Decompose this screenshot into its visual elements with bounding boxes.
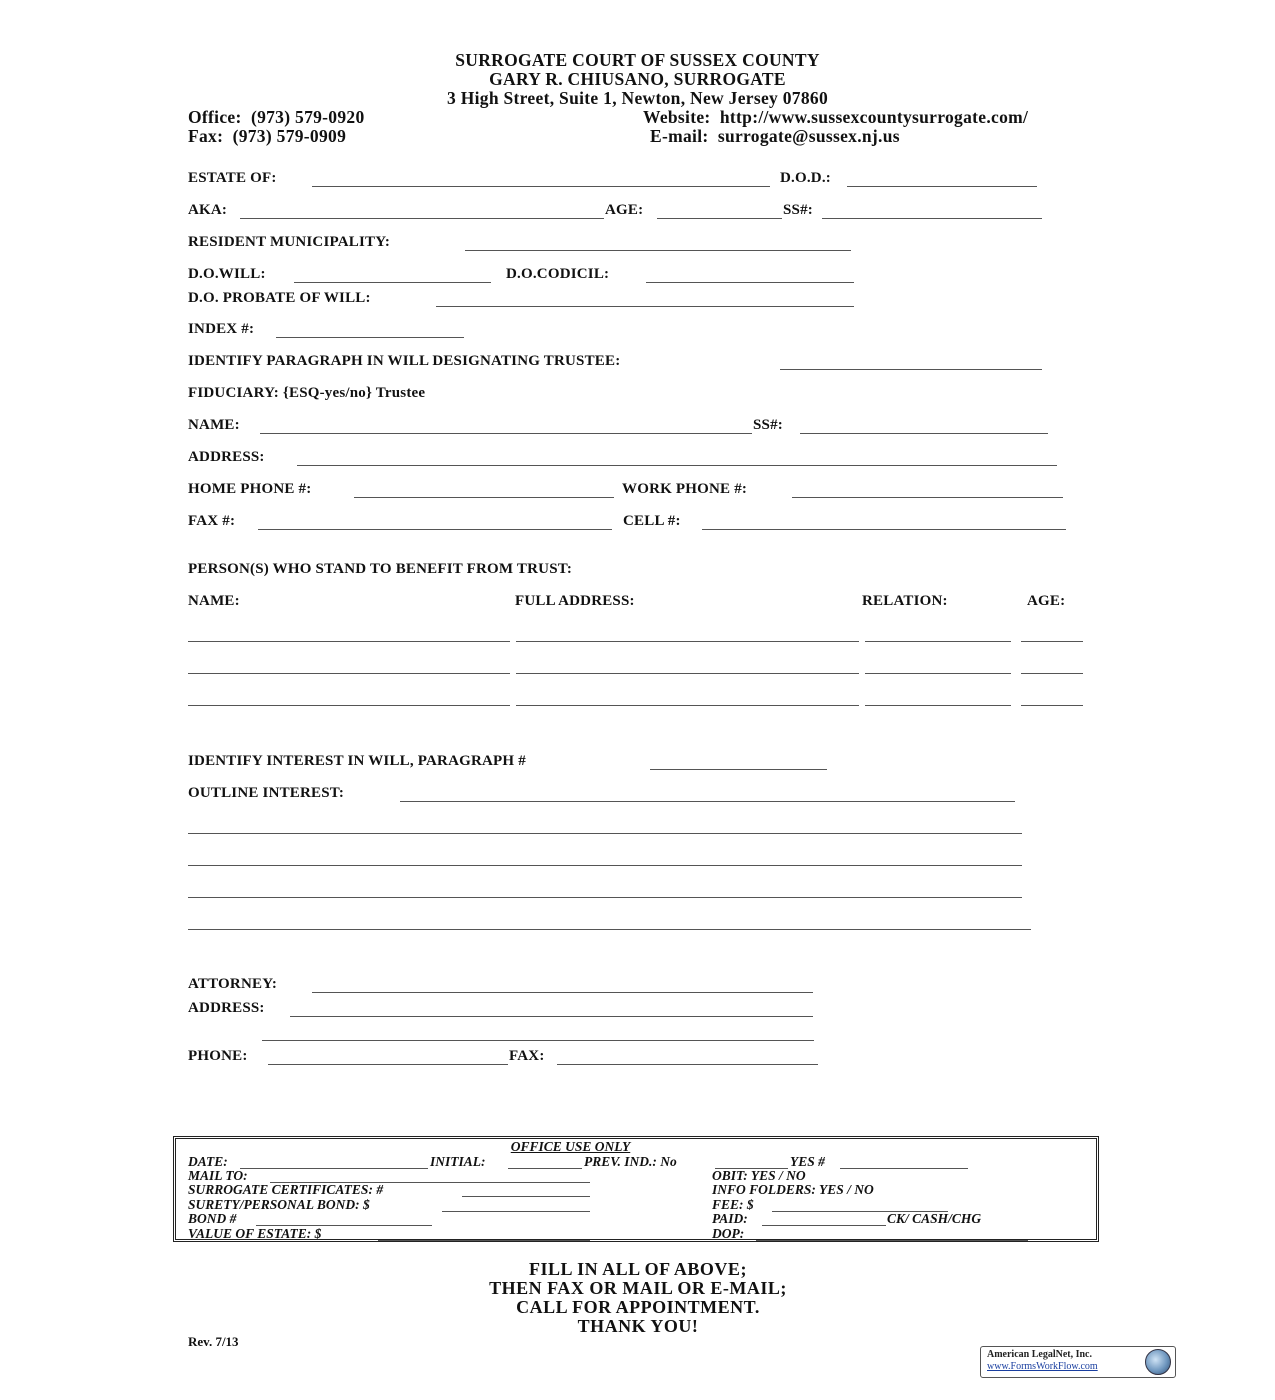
footer-line-3: CALL FOR APPOINTMENT. [516, 1297, 760, 1317]
outline-interest-line[interactable] [188, 833, 1022, 834]
attorney-phone-label: PHONE: [188, 1048, 248, 1064]
beneficiary-relation-field[interactable] [865, 705, 1011, 706]
do-will-field[interactable] [294, 282, 491, 283]
office-initial-label: INITIAL: [430, 1154, 486, 1169]
ss-field[interactable] [822, 218, 1042, 219]
estate-of-field[interactable] [312, 186, 770, 187]
office-initial-field[interactable] [508, 1168, 582, 1169]
office-obit: OBIT: YES / NO [712, 1168, 806, 1183]
do-will-label: D.O.WILL: [188, 266, 266, 282]
identify-paragraph-field[interactable] [780, 369, 1042, 370]
beneficiary-relation-field[interactable] [865, 641, 1011, 642]
globe-icon [1145, 1349, 1171, 1375]
website-link[interactable]: http://www.sussexcountysurrogate.com/ [719, 107, 1029, 127]
attorney-label: ATTORNEY: [188, 976, 278, 992]
beneficiary-name-field[interactable] [188, 673, 510, 674]
beneficiary-address-field[interactable] [516, 673, 859, 674]
attorney-address-label: ADDRESS: [188, 1000, 265, 1016]
outline-interest-line[interactable] [188, 897, 1022, 898]
email-line [650, 126, 900, 147]
do-probate-label: D.O. PROBATE OF WILL: [188, 290, 371, 306]
office-mail-to-label: MAIL TO: [188, 1168, 248, 1183]
attorney-fax-field[interactable] [557, 1064, 818, 1065]
work-phone-label: WORK PHONE #: [622, 481, 748, 497]
ss-label: SS#: [783, 202, 813, 218]
attorney-address-line-2[interactable] [262, 1040, 814, 1041]
col-relation: RELATION: [862, 593, 948, 609]
logo-company: American LegalNet, Inc. [987, 1349, 1092, 1360]
beneficiary-address-field[interactable] [516, 641, 859, 642]
footer-line-1: FILL IN ALL OF ABOVE; [529, 1259, 747, 1279]
surrogate-name: GARY R. CHIUSANO, SURROGATE [489, 69, 786, 89]
office-date-label: DATE: [188, 1154, 228, 1169]
outline-interest-line[interactable] [188, 865, 1022, 866]
fax-label-field: FAX #: [188, 513, 236, 529]
office-phone: (973) 579-0920 [250, 107, 365, 127]
beneficiary-age-field[interactable] [1021, 641, 1083, 642]
office-yes-field[interactable] [840, 1168, 968, 1169]
fax-phone: (973) 579-0909 [232, 126, 347, 146]
office-paid-field[interactable] [762, 1225, 886, 1226]
attorney-field[interactable] [312, 992, 813, 993]
cell-label: CELL #: [623, 513, 681, 529]
home-phone-label: HOME PHONE #: [188, 481, 312, 497]
beneficiary-age-field[interactable] [1021, 673, 1083, 674]
office-prev-ind-label: PREV. IND.: No [584, 1154, 677, 1169]
office-value-estate-field[interactable] [378, 1240, 590, 1241]
office-surrogate-certs-field[interactable] [462, 1196, 590, 1197]
fax-label: Fax: [188, 126, 224, 146]
age-field[interactable] [657, 218, 782, 219]
office-bond-label: BOND # [188, 1211, 237, 1226]
age-label: AGE: [605, 202, 644, 218]
office-value-estate-label: VALUE OF ESTATE: $ [188, 1226, 322, 1241]
address-field[interactable] [297, 465, 1057, 466]
logo-url[interactable]: www.FormsWorkFlow.com [987, 1361, 1098, 1372]
beneficiary-relation-field[interactable] [865, 673, 1011, 674]
outline-interest-line[interactable] [188, 929, 1031, 930]
court-address: 3 High Street, Suite 1, Newton, New Jersey 07860 [446, 88, 829, 108]
office-use-title: OFFICE USE ONLY [510, 1139, 631, 1154]
office-surrogate-certs-label: SURROGATE CERTIFICATES: # [188, 1182, 384, 1197]
identify-paragraph-label: IDENTIFY PARAGRAPH IN WILL DESIGNATING TRUSTEE: [188, 353, 621, 369]
office-ck-cash-chg: CK/ CASH/CHG [887, 1211, 982, 1226]
attorney-address-field[interactable] [290, 1016, 813, 1017]
office-date-field[interactable] [240, 1168, 428, 1169]
identify-interest-label: IDENTIFY INTEREST IN WILL, PARAGRAPH # [188, 753, 526, 769]
website-label: Website: [643, 107, 711, 127]
resident-municipality-label: RESIDENT MUNICIPALITY: [188, 234, 391, 250]
name-field[interactable] [260, 433, 752, 434]
office-yes-label: YES # [790, 1154, 825, 1169]
beneficiary-age-field[interactable] [1021, 705, 1083, 706]
office-surety-bond-label: SURETY/PERSONAL BOND: $ [188, 1197, 370, 1212]
outline-interest-field[interactable] [400, 801, 1015, 802]
do-codicil-label: D.O.CODICIL: [506, 266, 610, 282]
footer-line-2: THEN FAX OR MAIL OR E-MAIL; [489, 1278, 787, 1298]
footer-line-4: THANK YOU! [577, 1316, 699, 1336]
office-paid-label: PAID: [712, 1211, 748, 1226]
address-label: ADDRESS: [188, 449, 265, 465]
dod-label: D.O.D.: [780, 170, 831, 186]
name-ss-label: SS#: [753, 417, 783, 433]
revision-label: Rev. 7/13 [188, 1334, 239, 1349]
beneficiary-address-field[interactable] [516, 705, 859, 706]
office-fee-label: FEE: $ [712, 1197, 754, 1212]
estate-of-label: ESTATE OF: [188, 170, 277, 186]
beneficiaries-heading: PERSON(S) WHO STAND TO BENEFIT FROM TRUST: [188, 561, 573, 577]
beneficiary-name-field[interactable] [188, 705, 510, 706]
aka-field[interactable] [240, 218, 604, 219]
email-label: E-mail: [650, 126, 709, 146]
do-probate-field[interactable] [436, 306, 854, 307]
beneficiary-name-field[interactable] [188, 641, 510, 642]
fiduciary-label: FIDUCIARY: {ESQ-yes/no} Trustee [188, 385, 426, 401]
email-link[interactable]: surrogate@sussex.nj.us [717, 126, 900, 146]
court-name: SURROGATE COURT OF SUSSEX COUNTY [455, 50, 820, 70]
attorney-phone-field[interactable] [268, 1064, 508, 1065]
fax-phone-line [188, 126, 346, 147]
dod-field[interactable] [847, 186, 1037, 187]
identify-interest-field[interactable] [650, 769, 827, 770]
home-phone-field[interactable] [354, 497, 614, 498]
do-codicil-field[interactable] [646, 282, 854, 283]
index-label: INDEX #: [188, 321, 255, 337]
fax-field[interactable] [258, 529, 612, 530]
american-legalnet-logo[interactable] [980, 1346, 1176, 1378]
outline-interest-label: OUTLINE INTEREST: [188, 785, 345, 801]
office-label: Office: [188, 107, 242, 127]
resident-municipality-field[interactable] [465, 250, 851, 251]
attorney-fax-label: FAX: [509, 1048, 545, 1064]
website-line [643, 107, 1028, 128]
office-dop-field[interactable] [756, 1240, 1028, 1241]
work-phone-field[interactable] [792, 497, 1063, 498]
cell-field[interactable] [702, 529, 1066, 530]
name-ss-field[interactable] [800, 433, 1048, 434]
col-name: NAME: [188, 593, 240, 609]
name-label: NAME: [188, 417, 240, 433]
col-full-address: FULL ADDRESS: [515, 593, 635, 609]
office-surety-bond-field[interactable] [442, 1211, 590, 1212]
office-dop-label: DOP: [712, 1226, 745, 1241]
office-info-folders: INFO FOLDERS: YES / NO [712, 1182, 874, 1197]
office-phone-line [188, 107, 365, 128]
col-age: AGE: [1027, 593, 1066, 609]
aka-label: AKA: [188, 202, 228, 218]
index-field[interactable] [276, 337, 464, 338]
